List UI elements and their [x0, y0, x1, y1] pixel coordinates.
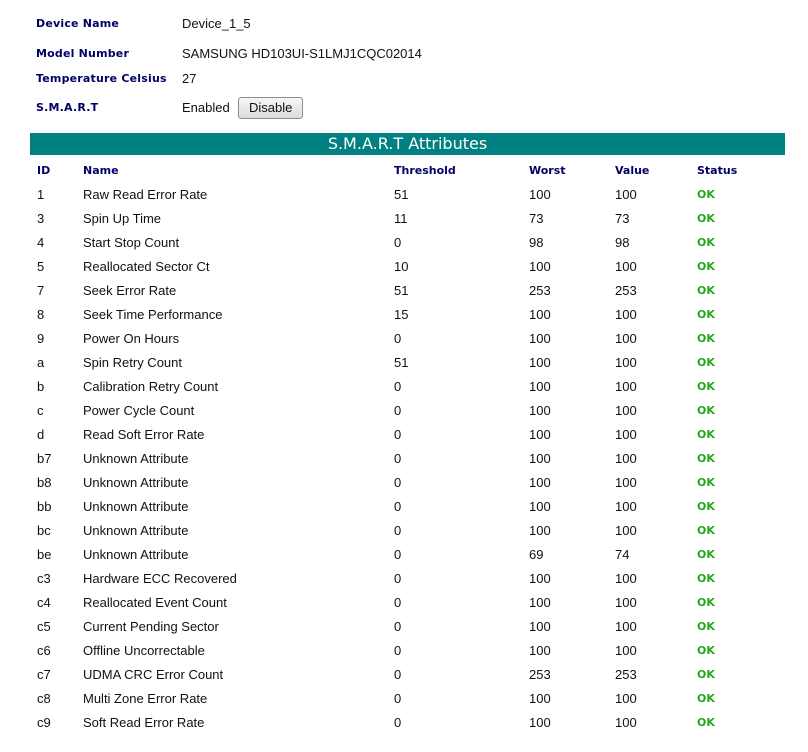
attribute-threshold-cell: 0 [394, 690, 402, 706]
attribute-value-cell: 100 [615, 498, 637, 514]
attribute-name-cell: Raw Read Error Rate [83, 186, 208, 202]
attribute-threshold-cell: 0 [394, 714, 402, 730]
smart-attributes-title: S.M.A.R.T Attributes [30, 133, 785, 155]
attribute-id-cell: c8 [37, 690, 51, 706]
attribute-status-badge: OK [697, 355, 715, 369]
attribute-status-badge: OK [697, 691, 715, 705]
table-row [30, 710, 785, 734]
attribute-value-cell: 100 [615, 522, 637, 538]
attribute-worst-cell: 100 [529, 714, 551, 730]
attribute-id-cell: bc [37, 522, 51, 538]
table-row [30, 590, 785, 614]
table-row [30, 374, 785, 398]
attribute-worst-cell: 69 [529, 546, 544, 562]
attribute-id-cell: c [37, 402, 44, 418]
attribute-threshold-cell: 0 [394, 642, 402, 658]
attribute-worst-cell: 73 [529, 210, 544, 226]
attribute-threshold-cell: 51 [394, 282, 409, 298]
attribute-status-badge: OK [697, 667, 715, 681]
attribute-threshold-cell: 0 [394, 402, 402, 418]
attribute-worst-cell: 100 [529, 690, 551, 706]
table-row [30, 206, 785, 230]
table-row [30, 662, 785, 686]
attribute-name-cell: Seek Error Rate [83, 282, 177, 298]
attribute-id-cell: 5 [37, 258, 45, 274]
attribute-threshold-cell: 51 [394, 354, 409, 370]
attribute-name-cell: Reallocated Event Count [83, 594, 227, 610]
attribute-id-cell: 8 [37, 306, 45, 322]
attribute-id-cell: c7 [37, 666, 51, 682]
column-header-id: ID [37, 163, 51, 177]
column-header-name: Name [83, 163, 119, 177]
table-body [30, 182, 785, 734]
attribute-value-cell: 100 [615, 378, 637, 394]
table-row [30, 686, 785, 710]
attribute-value-cell: 100 [615, 354, 637, 370]
attribute-worst-cell: 100 [529, 426, 551, 442]
attribute-id-cell: 4 [37, 234, 45, 250]
attribute-id-cell: c4 [37, 594, 51, 610]
attribute-value-cell: 100 [615, 594, 637, 610]
attribute-name-cell: Unknown Attribute [83, 474, 189, 490]
attribute-worst-cell: 100 [529, 450, 551, 466]
attribute-id-cell: c9 [37, 714, 51, 730]
attribute-status-badge: OK [697, 475, 715, 489]
attribute-status-badge: OK [697, 451, 715, 465]
table-row [30, 542, 785, 566]
attribute-worst-cell: 100 [529, 618, 551, 634]
attribute-threshold-cell: 0 [394, 498, 402, 514]
attribute-status-badge: OK [697, 283, 715, 297]
table-row [30, 614, 785, 638]
attribute-threshold-cell: 11 [394, 210, 408, 226]
table-row [30, 494, 785, 518]
attribute-id-cell: 3 [37, 210, 45, 226]
table-header-row [30, 158, 785, 182]
attribute-worst-cell: 253 [529, 282, 551, 298]
attribute-id-cell: d [37, 426, 45, 442]
disable-smart-button[interactable]: Disable [238, 97, 303, 119]
attribute-value-cell: 100 [615, 402, 637, 418]
attribute-status-badge: OK [697, 403, 715, 417]
attribute-status-badge: OK [697, 523, 715, 537]
attribute-name-cell: Soft Read Error Rate [83, 714, 205, 730]
attribute-name-cell: Seek Time Performance [83, 306, 223, 322]
attribute-worst-cell: 100 [529, 186, 551, 202]
attribute-id-cell: 7 [37, 282, 45, 298]
table-row [30, 182, 785, 206]
attribute-value-cell: 100 [615, 714, 637, 730]
attribute-worst-cell: 100 [529, 402, 551, 418]
column-header-status: Status [697, 163, 738, 177]
attribute-id-cell: a [37, 354, 45, 370]
attribute-id-cell: c3 [37, 570, 51, 586]
attribute-worst-cell: 100 [529, 570, 551, 586]
attribute-value-cell: 100 [615, 186, 637, 202]
attribute-id-cell: 1 [37, 186, 45, 202]
attribute-value-cell: 100 [615, 474, 637, 490]
attribute-value-cell: 100 [615, 258, 637, 274]
attribute-worst-cell: 100 [529, 306, 551, 322]
attribute-status-badge: OK [697, 211, 715, 225]
attribute-name-cell: Calibration Retry Count [83, 378, 219, 394]
attribute-worst-cell: 100 [529, 474, 551, 490]
attribute-name-cell: Unknown Attribute [83, 522, 189, 538]
attribute-value-cell: 73 [615, 210, 630, 226]
smart-label: S.M.A.R.T [36, 101, 99, 114]
attribute-value-cell: 74 [615, 546, 630, 562]
attribute-threshold-cell: 0 [394, 522, 402, 538]
table-row [30, 446, 785, 470]
attribute-status-badge: OK [697, 499, 715, 513]
attribute-value-cell: 100 [615, 306, 637, 322]
attribute-status-badge: OK [697, 571, 715, 585]
attribute-threshold-cell: 51 [394, 186, 409, 202]
attribute-status-badge: OK [697, 235, 715, 249]
attribute-value-cell: 100 [615, 570, 637, 586]
attribute-value-cell: 253 [615, 282, 637, 298]
attribute-threshold-cell: 0 [394, 546, 402, 562]
smart-status-value: Enabled [182, 100, 230, 115]
device-name-label: Device Name [36, 17, 120, 30]
attribute-id-cell: b8 [37, 474, 52, 490]
table-row [30, 326, 785, 350]
attribute-threshold-cell: 0 [394, 666, 402, 682]
attribute-id-cell: c5 [37, 618, 51, 634]
attribute-id-cell: be [37, 546, 52, 562]
table-row [30, 302, 785, 326]
temperature-value: 27 [182, 71, 197, 86]
attribute-threshold-cell: 0 [394, 594, 402, 610]
column-header-threshold: Threshold [394, 163, 456, 177]
attribute-name-cell: Start Stop Count [83, 234, 180, 250]
attribute-name-cell: Unknown Attribute [83, 450, 189, 466]
attribute-name-cell: Current Pending Sector [83, 618, 219, 634]
column-header-value: Value [615, 163, 650, 177]
attribute-name-cell: Unknown Attribute [83, 498, 189, 514]
attribute-value-cell: 100 [615, 426, 637, 442]
attribute-status-badge: OK [697, 331, 715, 345]
attribute-id-cell: 9 [37, 330, 45, 346]
attribute-id-cell: b [37, 378, 45, 394]
table-row [30, 230, 785, 254]
attribute-value-cell: 100 [615, 618, 637, 634]
attribute-threshold-cell: 0 [394, 426, 402, 442]
temperature-label: Temperature Celsius [36, 72, 167, 85]
attribute-threshold-cell: 10 [394, 258, 409, 274]
attribute-value-cell: 100 [615, 330, 637, 346]
attribute-worst-cell: 100 [529, 354, 551, 370]
attribute-name-cell: Unknown Attribute [83, 546, 189, 562]
attribute-worst-cell: 100 [529, 330, 551, 346]
table-row [30, 638, 785, 662]
attribute-value-cell: 100 [615, 450, 637, 466]
attribute-status-badge: OK [697, 595, 715, 609]
attribute-id-cell: bb [37, 498, 52, 514]
table-row [30, 566, 785, 590]
attribute-threshold-cell: 0 [394, 378, 402, 394]
attribute-worst-cell: 100 [529, 498, 551, 514]
attribute-name-cell: Read Soft Error Rate [83, 426, 205, 442]
table-row [30, 398, 785, 422]
column-header-worst: Worst [529, 163, 566, 177]
attribute-status-badge: OK [697, 259, 715, 273]
table-row [30, 518, 785, 542]
attribute-value-cell: 100 [615, 642, 637, 658]
attribute-threshold-cell: 0 [394, 450, 402, 466]
attribute-threshold-cell: 0 [394, 570, 402, 586]
attribute-worst-cell: 100 [529, 594, 551, 610]
attribute-value-cell: 98 [615, 234, 630, 250]
attribute-name-cell: Power On Hours [83, 330, 180, 346]
attribute-worst-cell: 253 [529, 666, 551, 682]
attribute-id-cell: b7 [37, 450, 52, 466]
attribute-status-badge: OK [697, 619, 715, 633]
table-row [30, 422, 785, 446]
attribute-threshold-cell: 0 [394, 618, 402, 634]
attribute-id-cell: c6 [37, 642, 51, 658]
attribute-name-cell: Hardware ECC Recovered [83, 570, 237, 586]
attribute-name-cell: Offline Uncorrectable [83, 642, 205, 658]
table-row [30, 254, 785, 278]
device-name-value: Device_1_5 [182, 16, 251, 31]
table-row [30, 350, 785, 374]
model-number-value: SAMSUNG HD103UI-S1LMJ1CQC02014 [182, 46, 422, 61]
model-number-label: Model Number [36, 47, 130, 60]
attribute-status-badge: OK [697, 379, 715, 393]
attribute-worst-cell: 100 [529, 642, 551, 658]
attribute-status-badge: OK [697, 715, 715, 729]
attribute-threshold-cell: 0 [394, 330, 402, 346]
table-row [30, 278, 785, 302]
attribute-name-cell: Multi Zone Error Rate [83, 690, 208, 706]
attribute-value-cell: 100 [615, 690, 637, 706]
attribute-status-badge: OK [697, 643, 715, 657]
attribute-status-badge: OK [697, 307, 715, 321]
attribute-name-cell: Power Cycle Count [83, 402, 195, 418]
table-row [30, 470, 785, 494]
attribute-worst-cell: 100 [529, 522, 551, 538]
attribute-threshold-cell: 0 [394, 474, 402, 490]
attribute-name-cell: Reallocated Sector Ct [83, 258, 210, 274]
attribute-status-badge: OK [697, 187, 715, 201]
smart-attributes-table [30, 158, 785, 734]
attribute-status-badge: OK [697, 427, 715, 441]
attribute-threshold-cell: 0 [394, 234, 402, 250]
attribute-worst-cell: 100 [529, 258, 551, 274]
attribute-worst-cell: 100 [529, 378, 551, 394]
attribute-name-cell: Spin Up Time [83, 210, 162, 226]
attribute-threshold-cell: 15 [394, 306, 409, 322]
attribute-status-badge: OK [697, 547, 715, 561]
attribute-name-cell: UDMA CRC Error Count [83, 666, 224, 682]
attribute-name-cell: Spin Retry Count [83, 354, 182, 370]
attribute-value-cell: 253 [615, 666, 637, 682]
attribute-worst-cell: 98 [529, 234, 544, 250]
